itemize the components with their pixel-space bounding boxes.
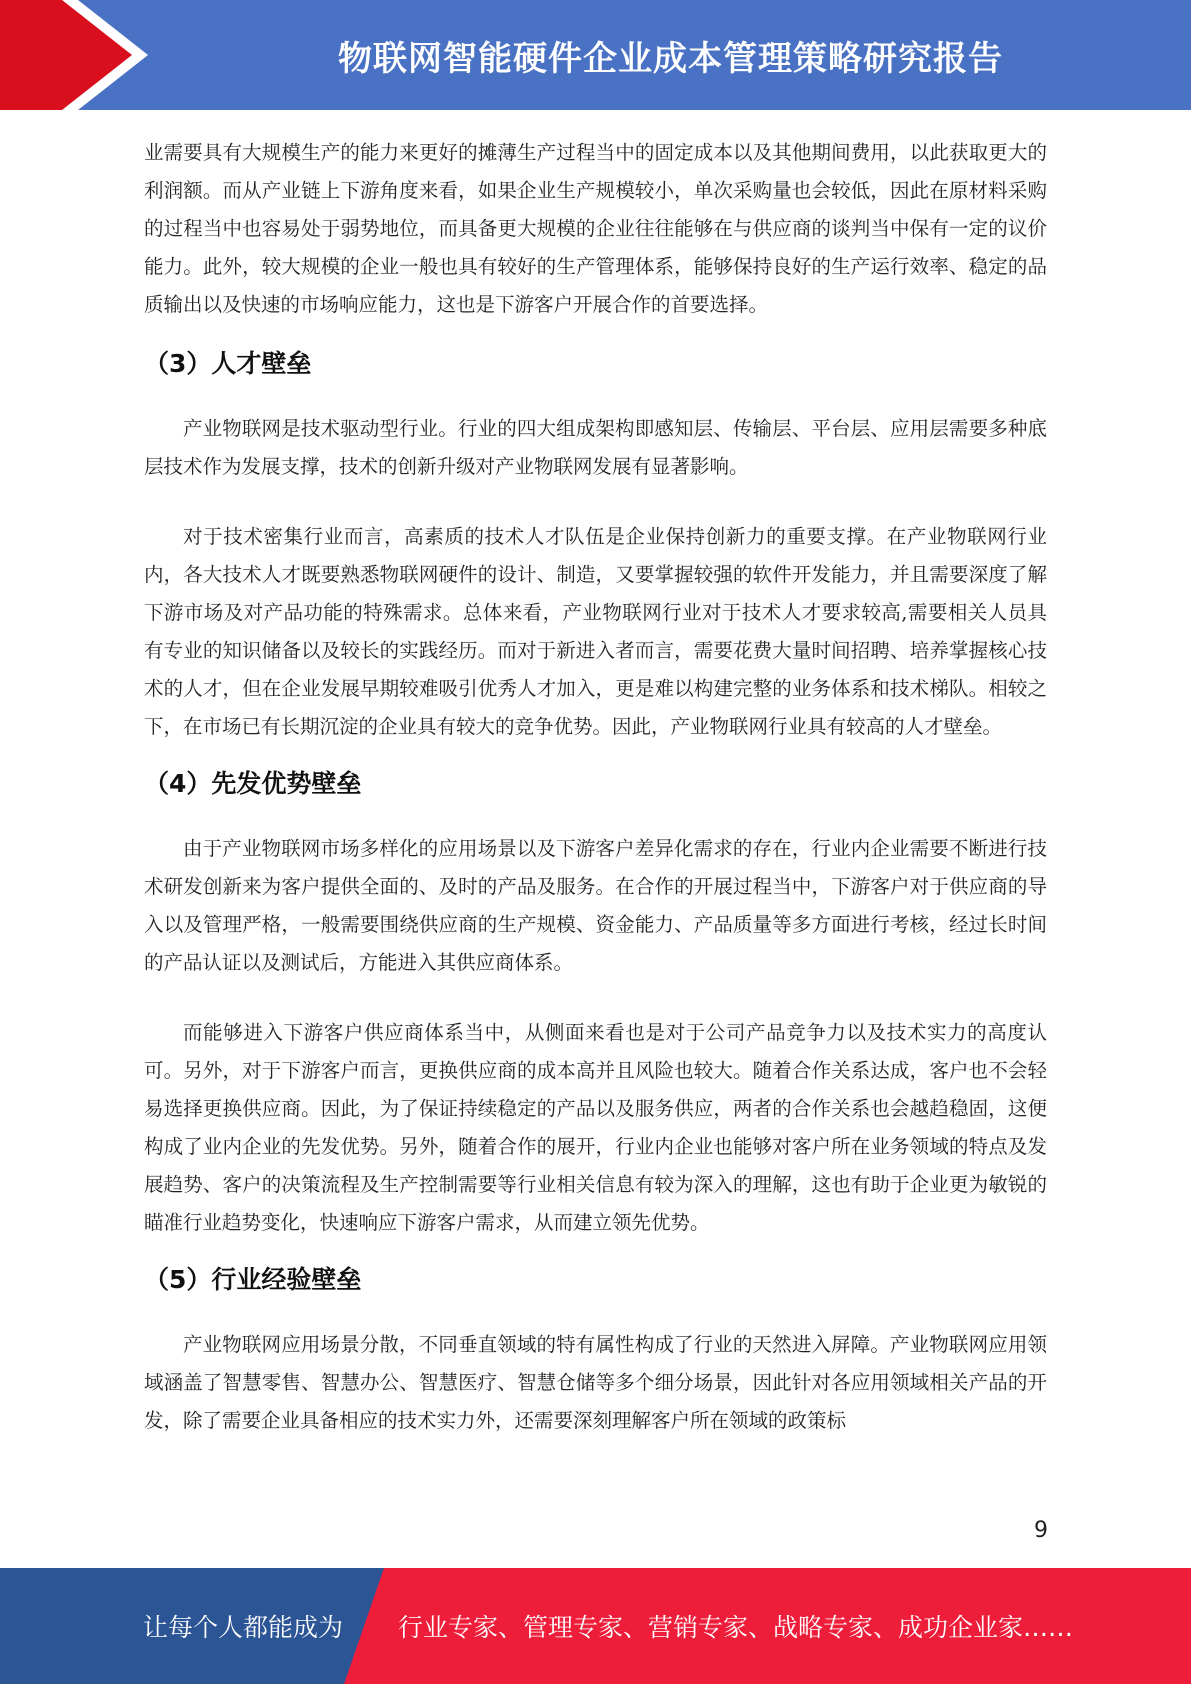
paragraph-scale-continuation: 业需要具有大规模生产的能力来更好的摊薄生产过程当中的固定成本以及其他期间费用，以此获取更大的利润额。而从产业链上下游角度来看，如果企业生产规模较小，单次采购量也会较低，因此在原材料采购的过程当中也容易处于弱势地位，而具备更大规模的企业往往能够在与供应商的谈判当中保有一定的议价能力。此外，较大规模的企业一般也具有较好的生产管理体系，能够保持良好的生产运行效率、稳定的品质输出以及快速的市场响应能力，这也是下游客户开展合作的首要选择。	[144, 141, 1047, 316]
paragraph-supplier-onboarding: 由于产业物联网市场多样化的应用场景以及下游客户差异化需求的存在，行业内企业需要不断进行技术研发创新来为客户提供全面的、及时的产品及服务。在合作的开展过程当中，下游客户对于供应商的导入以及管理严格，一般需要围绕供应商的生产规模、资金能力、产品质量等多方面进行考核，经过长时间的产品认证以及测试后，方能进入其供应商体系。	[144, 837, 1047, 974]
page-header	[0, 0, 1191, 110]
page-footer	[0, 1568, 1191, 1684]
footer-slogan-left: 让每个人都能成为	[143, 1613, 344, 1642]
report-title: 物联网智能硬件企业成本管理策略研究报告	[338, 38, 1003, 79]
heading-talent-barrier: （3）人才壁垒	[144, 349, 312, 378]
paragraph-tech-driven: 产业物联网是技术驱动型行业。行业的四大组成架构即感知层、传输层、平台层、应用层需要多种底层技术作为发展支撑，技术的创新升级对产业物联网发展有显著影响。	[144, 417, 1047, 478]
heading-first-mover-barrier: （4）先发优势壁垒	[144, 769, 362, 798]
heading-experience-barrier: （5）行业经验壁垒	[144, 1265, 362, 1294]
paragraph-talent-requirements: 对于技术密集行业而言，高素质的技术人才队伍是企业保持创新力的重要支撑。在产业物联网行业内，各大技术人才既要熟悉物联网硬件的设计、制造，又要掌握较强的软件开发能力，并且需要深度了解下游市场及对产品功能的特殊需求。总体来看，产业物联网行业对于技术人才要求较高,需要相关人员具有专业的知识储备以及较长的实践经历。而对于新进入者而言，需要花费大量时间招聘、培养掌握核心技术的人才，但在企业发展早期较难吸引优秀人才加入，更是难以构建完整的业务体系和技术梯队。相较之下，在市场已有长期沉淀的企业具有较大的竞争优势。因此，产业物联网行业具有较高的人才壁垒。	[144, 525, 1047, 738]
page-number: 9	[1034, 1518, 1048, 1543]
document-body	[144, 134, 1047, 1440]
paragraph-first-mover-advantage: 而能够进入下游客户供应商体系当中，从侧面来看也是对于公司产品竞争力以及技术实力的高度认可。另外，对于下游客户而言，更换供应商的成本高并且风险也较大。随着合作关系达成，客户也不会轻易选择更换供应商。因此，为了保证持续稳定的产品以及服务供应，两者的合作关系也会越趋稳固，这便构成了业内企业的先发优势。另外，随着合作的展开，行业内企业也能够对客户所在业务领域的特点及发展趋势、客户的决策流程及生产控制需要等行业相关信息有较为深入的理解，这也有助于企业更为敏锐的瞄准行业趋势变化，快速响应下游客户需求，从而建立领先优势。	[144, 1021, 1047, 1234]
paragraph-application-scenarios: 产业物联网应用场景分散，不同垂直领域的特有属性构成了行业的天然进入屏障。产业物联网应用领域涵盖了智慧零售、智慧办公、智慧医疗、智慧仓储等多个细分场景，因此针对各应用领域相关产品的开发，除了需要企业具备相应的技术实力外，还需要深刻理解客户所在领域的政策标	[144, 1333, 1047, 1432]
footer-slogan-right: 行业专家、管理专家、营销专家、战略专家、成功企业家……	[398, 1613, 1074, 1642]
